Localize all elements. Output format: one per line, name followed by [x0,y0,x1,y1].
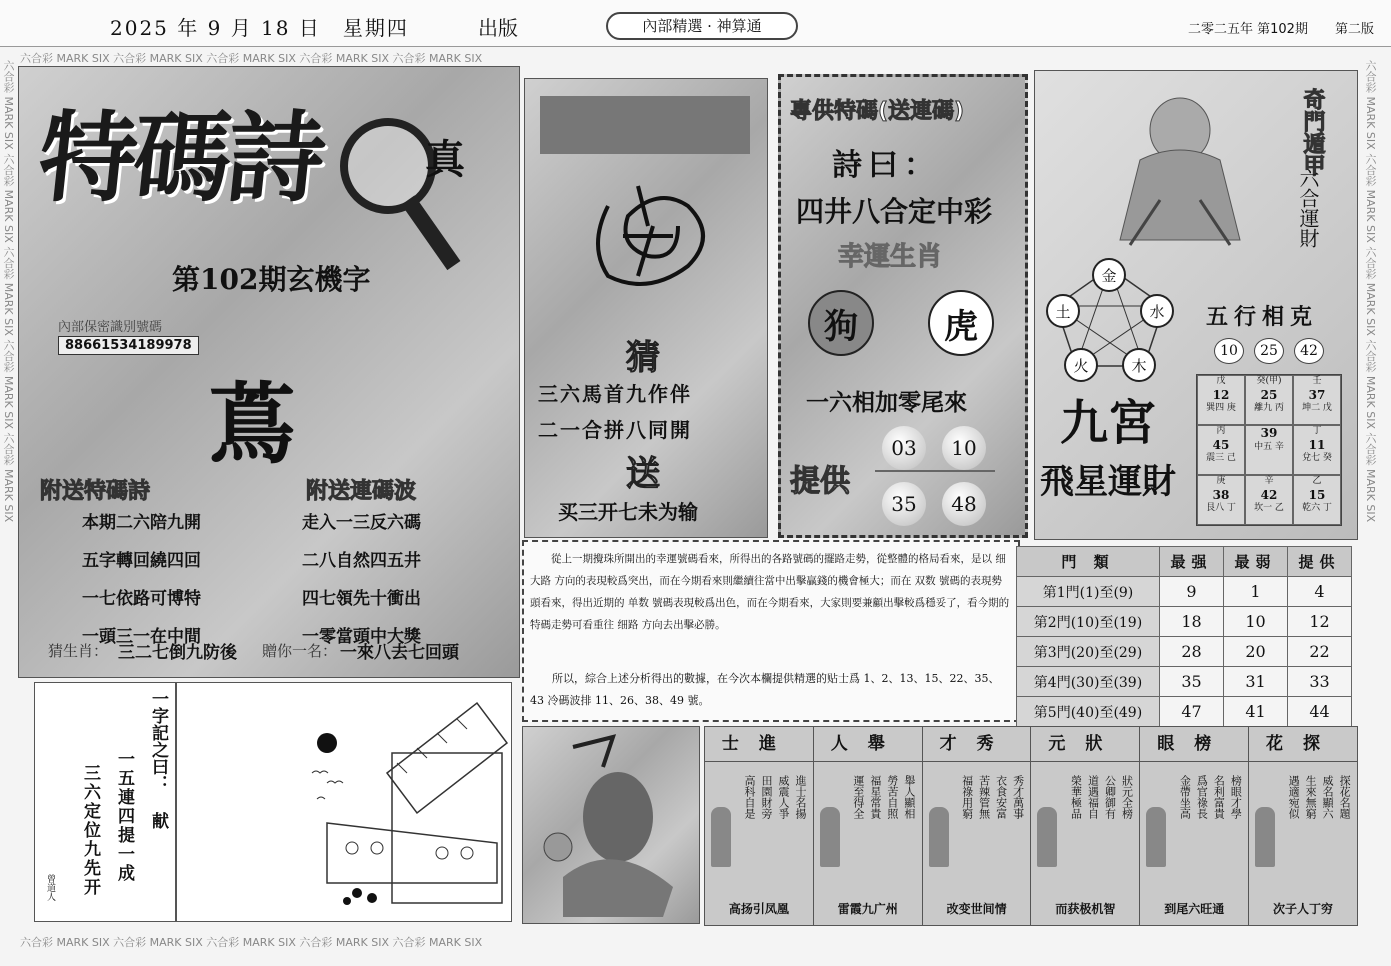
door-provide: 4 [1288,577,1352,607]
scholar-card [1249,727,1357,925]
wuxing-node-earth: 土 [1046,294,1080,328]
special-number-ball: 35 [882,482,926,526]
door-provide: 12 [1288,607,1352,637]
scholar-verse-col: 福祿用窮 [960,775,974,819]
door-strong: 35 [1160,667,1224,697]
security-code: 88661534189978 [58,336,199,355]
table-row [1017,667,1352,697]
guess-zodiac-label: 猜生肖： [48,642,109,660]
palace-cell [1197,375,1245,425]
word-box-line-2: 三六定位九先开 [80,764,100,897]
wuxing-number: 42 [1294,338,1324,364]
scholar-figure-icon [820,807,840,867]
scholar-title: 才秀 [923,727,1031,762]
palace-number: 39 [1260,426,1278,440]
table-row [1017,607,1352,637]
riddle-character: 蔦 [208,373,297,476]
scholar-card [1031,727,1140,925]
scholar-title: 花探 [1249,727,1357,762]
palace-gua: 坤二 戊 [1302,403,1332,414]
palace-number: 15 [1308,487,1326,502]
zodiac-tiger: 虎 [928,290,994,356]
poem-left-line: 五字轉回繞四回 [82,551,201,571]
scholar-bottom: 雷霞九广州 [837,902,898,916]
scholar-bottom: 而获极机智 [1055,902,1116,916]
scholar-verse [1065,775,1133,819]
scholar-verse-col: 探花名題 [1338,775,1352,819]
wuxing-node-metal: 金 [1092,258,1126,292]
palace-stem: 壬 [1312,376,1322,386]
door-strong: 47 [1160,697,1224,727]
door-weak: 1 [1224,577,1288,607]
scholar-verse-col: 威震人爭 [777,775,790,819]
number-divider [875,470,995,472]
header-slogan: 內部精選 · 神算通 [606,12,798,40]
poem-left-title: 附送特碼詩 [40,479,151,504]
poem-left-line: 本期二六陪九開 [82,513,201,533]
table-row [1017,577,1352,607]
door-name: 第4門(30)至(39) [1017,667,1160,697]
scholar-verse [1174,775,1242,819]
publish-label: 出版 [478,16,518,40]
palace-cell [1293,425,1341,475]
scholar-verse-col: 舉人顯相 [902,775,916,819]
door-weak: 31 [1224,667,1288,697]
special-number-ball: 10 [942,426,986,470]
door-provide: 44 [1288,697,1352,727]
special-hint: 一六相加零尾來 [806,390,967,416]
poem-right [302,508,421,647]
poem-left [82,508,201,647]
palace-cell [1245,475,1293,525]
scholar-title: 元狀 [1031,727,1139,762]
poem-right-line: 走入一三反六碼 [302,513,421,533]
palace-stem: 丙 [1216,426,1226,436]
liuhe-title: 六合運財 [1296,168,1320,248]
scholar-figure-icon [929,807,949,867]
lucky-zodiac-label: 幸運生肖 [838,242,943,272]
palace-gua: 中五 辛 [1254,441,1284,452]
poem-right-title: 附送連碼波 [306,479,417,504]
scholar-figure-icon [711,807,731,867]
special-title: 專供特碼(送連碼) [790,99,965,124]
title-tag: 真 [425,137,465,183]
nine-palace-grid [1196,374,1342,526]
scholar-card [1140,727,1249,925]
gift-name-value: 一來八去七回頭 [340,643,459,663]
palace-cell [1293,475,1341,525]
door-name: 第3門(20)至(29) [1017,637,1160,667]
scholar-card [705,727,814,925]
riddle-line-1: 三六馬首九作伴 [538,382,692,406]
watermark-top: 六合彩 MARK SIX 六合彩 MARK SIX 六合彩 MARK SIX 六合彩 MARK SIX 六合彩 MARK SIX [20,52,483,65]
scholar-title: 眼榜 [1140,727,1248,762]
scholar-verse-col: 苦辣管無 [977,775,991,819]
provide-label: 提供 [790,464,850,499]
riddle-line-2: 二一合拼八同開 [538,418,692,442]
palace-cell [1197,425,1245,475]
scholar-bottom: 高扬引凤凰 [728,902,789,916]
palace-gua: 坎一 乙 [1254,503,1284,514]
scholar-verse-col: 生來無窮 [1304,775,1318,819]
door-weak: 20 [1224,637,1288,667]
riddle-send-label: 送 [626,454,660,494]
special-number-ball: 03 [882,426,926,470]
deity-panel [522,726,700,924]
scholar-verse [1283,775,1351,819]
watermark-bottom: 六合彩 MARK SIX 六合彩 MARK SIX 六合彩 MARK SIX 六合彩 MARK SIX 六合彩 MARK SIX [20,936,483,949]
scholar-verse-col: 高科自是 [743,775,756,819]
wuxing-node-fire: 火 [1064,348,1098,382]
issue-number: 二零二五年 第102期 [1188,22,1308,37]
analysis-paragraph-1: 從上一期攪珠所開出的幸運號碼看來，所得出的各路號碼的擺路走勢，從整體的格局看來，是以 细大路 方向的表現較爲突出，而在今期看來則繼續往當中出擊贏錢的機會極大；而在 双数 號碼的表現勢頭看來，得出近期的 单数 號碼表現較爲出色，而在今期看來，大家則要兼顧出擊較爲穩妥了，看今期的特碼走勢可看重往 细路 方向去出擊必勝。 [530,553,1010,631]
wuxing-number: 10 [1214,338,1244,364]
scholar-verse-col: 秀才萬事 [1011,775,1025,819]
palace-stem: 丁 [1312,426,1322,436]
scholar-verse-col: 道遇福自 [1086,775,1100,819]
palace-stem: 戊 [1216,376,1226,386]
qimen-title: 奇門遁甲 [1300,88,1326,176]
palace-gua: 乾六 丁 [1302,503,1332,514]
door-name: 第1門(1)至(9) [1017,577,1160,607]
scholar-verse-col: 威名顯六 [1321,775,1335,819]
palace-stem: 庚 [1216,476,1226,486]
col-provide: 提供 [1288,547,1352,577]
house-sun-illustration-icon [177,683,511,921]
palace-gua: 兌七 癸 [1302,453,1332,464]
word-box-char: 献 [148,812,168,829]
scholar-verse-col: 公卿御有 [1103,775,1117,819]
riddle-bottom-line: 买三开七未为输 [558,500,698,524]
title-te-ma-shi: 特碼詩 [33,102,328,216]
door-name: 第2門(10)至(19) [1017,607,1160,637]
riddle-guess-label: 猜 [626,338,660,378]
gift-name-label: 贈你一名： [262,642,338,660]
scholar-verse-col: 榮華極品 [1069,775,1083,819]
zodiac-dog: 狗 [808,290,874,356]
table-row [1017,697,1352,727]
wuxing-title: 五行相克 [1206,304,1319,330]
scholar-verse-col: 衣食安富 [994,775,1008,819]
palace-number: 42 [1260,487,1278,502]
palace-cell [1197,475,1245,525]
deity-figure-icon [1100,80,1260,250]
edition-label: 第二版 [1335,22,1375,37]
scholar-verse [848,775,916,819]
scholar-verse-col: 名利富貴 [1212,775,1226,819]
issue-riddle-title: 第102期玄機字 [172,263,371,296]
scholar-verse-col: 金帶坐高 [1178,775,1192,819]
door-strong: 28 [1160,637,1224,667]
scholar-title: 人舉 [814,727,922,762]
feixing-title: 飛星運財 [1040,462,1176,502]
door-table [1016,546,1352,727]
watermark-side-left: 六合彩 MARK SIX 六合彩 MARK SIX 六合彩 MARK SIX 六合彩 MARK SIX 六合彩 MARK SIX [2,60,15,523]
door-provide: 33 [1288,667,1352,697]
publish-date: 2025 年 9 月 18 日 星期四 [110,16,409,40]
word-box-sign: 曾道人 [45,874,55,901]
scholar-verse [957,775,1025,819]
col-weak: 最弱 [1224,547,1288,577]
door-provide: 22 [1288,637,1352,667]
palace-cell [1293,375,1341,425]
word-box-title: 一字記之曰： [148,690,168,792]
wuxing-number: 25 [1254,338,1284,364]
palace-gua: 離九 丙 [1254,403,1284,414]
scholar-verse [739,775,807,819]
poem-left-line: 一頭三一在中間 [82,627,201,647]
palace-number: 37 [1308,387,1326,402]
scholar-verse-col: 進士名揚 [794,775,807,819]
poem-right-line: 四七領先十衝出 [302,589,421,609]
palace-cell [1245,425,1293,475]
scholar-card [923,727,1032,925]
scholar-verse-col: 福星常貴 [868,775,882,819]
scholar-title: 士進 [705,727,813,762]
scholar-bottom: 到尾六旺通 [1164,902,1225,916]
watermark-side: 六合彩 MARK SIX 六合彩 MARK SIX 六合彩 MARK SIX 六合彩 MARK SIX 六合彩 MARK SIX [1364,60,1377,523]
word-box-line-1: 一五連四提一成 [114,750,134,883]
door-weak: 41 [1224,697,1288,727]
guess-zodiac-value: 三二七倒九防後 [118,643,237,663]
wuxing-node-water: 水 [1140,294,1174,328]
palace-number: 12 [1212,387,1230,402]
table-row [1017,637,1352,667]
scholar-figure-icon [1146,807,1166,867]
palace-stem: 辛 [1264,476,1274,486]
door-table-header [1017,547,1352,577]
handwritten-character-icon [578,166,728,306]
code-label: 內部保密識別號碼 [58,320,163,335]
scholar-verse-col: 田園財旁 [760,775,773,819]
scholar-verse-col: 勞苦自照 [885,775,899,819]
wuxing-node-wood: 木 [1122,348,1156,382]
landscape-illustration [176,682,512,922]
scholar-verse-col: 爲官祿長 [1195,775,1209,819]
poem-label: 詩曰： [832,148,940,183]
fortune-deity-icon [523,727,699,923]
scholar-verse-col: 榜眼才學 [1229,775,1243,819]
scholar-figure-icon [1037,807,1057,867]
door-strong: 9 [1160,577,1224,607]
magnifier-icon [340,118,436,214]
palace-gua: 震三 己 [1206,453,1236,464]
scholar-figure-icon [1255,807,1275,867]
scholar-verse-col: 狀元全榜 [1120,775,1134,819]
palace-stem: 癸(甲) [1256,376,1282,386]
palace-number: 38 [1212,487,1230,502]
special-number-ball: 48 [942,482,986,526]
palace-cell [1245,375,1293,425]
poem-right-line: 一零當頭中大獎 [302,627,421,647]
palace-number: 11 [1308,437,1326,452]
door-weak: 10 [1224,607,1288,637]
scholar-bottom: 改变世间情 [946,902,1007,916]
col-door: 門 類 [1017,547,1160,577]
palace-gua: 艮八 丁 [1206,503,1236,514]
scholar-bottom: 次子人丁穷 [1273,902,1334,916]
poem-right-line: 二八自然四五井 [302,551,421,571]
analysis-paragraph-2: 所以，綜合上述分析得出的數據，在今次本欄提供精選的贴士爲 1、2、13、15、22、35、43 冷碼波排 11、26、38、49 號。 [530,672,1000,707]
poem-left-line: 一七依路可博特 [82,589,201,609]
jiugong-title: 九宮 [1060,395,1157,451]
col-strong: 最强 [1160,547,1224,577]
palace-gua: 巽四 庚 [1206,403,1236,414]
door-name: 第5門(40)至(49) [1017,697,1160,727]
door-strong: 18 [1160,607,1224,637]
palace-number: 45 [1212,437,1230,452]
special-poem-line: 四井八合定中彩 [796,195,993,228]
riddle-header-bar [540,96,750,154]
scholar-card [814,727,923,925]
palace-number: 25 [1260,387,1278,402]
scholar-verse-col: 運至得全 [851,775,865,819]
scholars-panel [704,726,1358,926]
palace-stem: 乙 [1312,476,1322,486]
scholar-verse-col: 遇適宛似 [1287,775,1301,819]
